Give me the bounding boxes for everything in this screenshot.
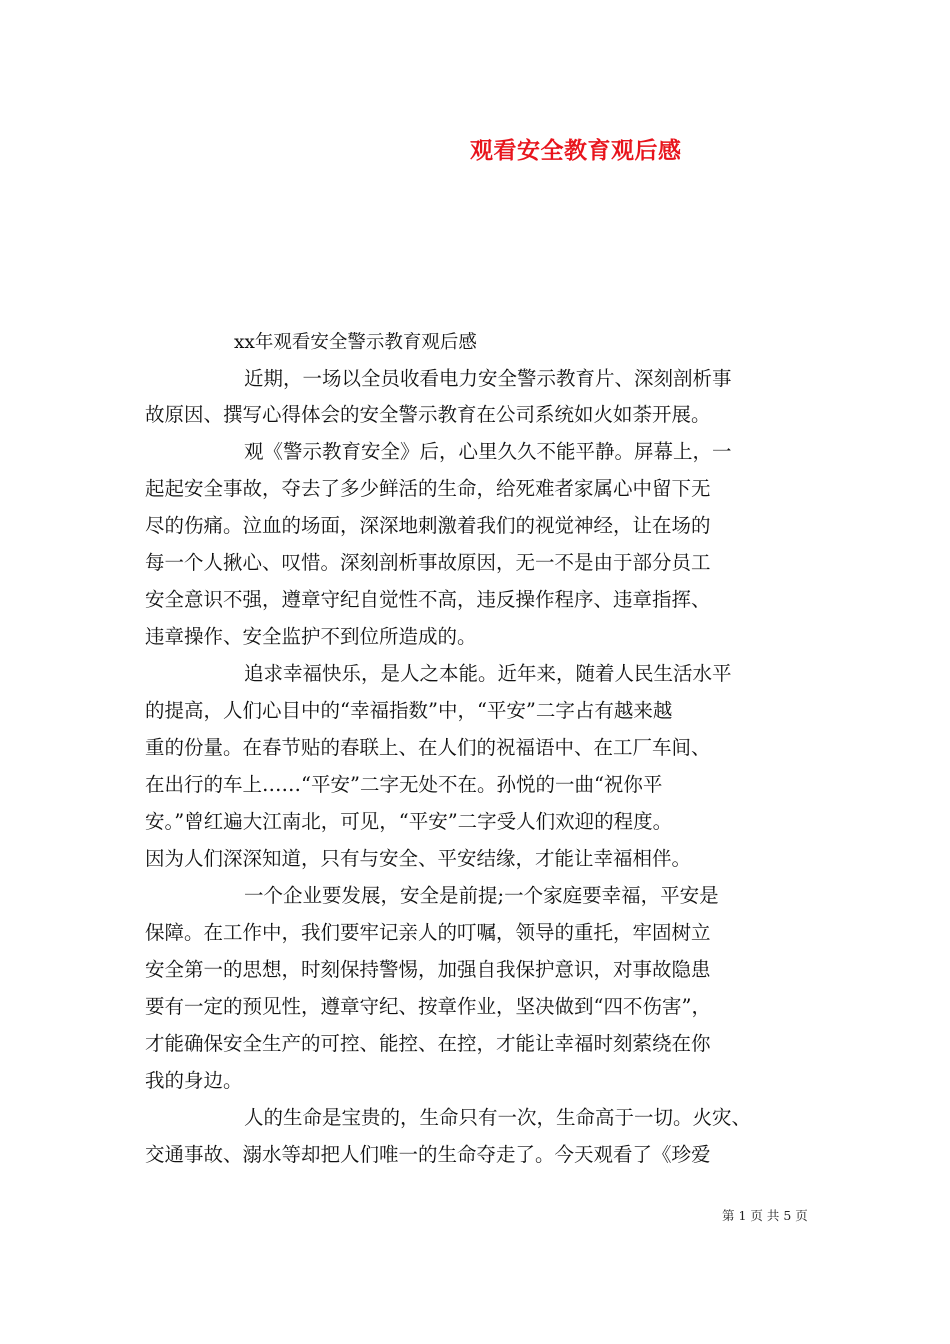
paragraph-line: 一个企业要发展，安全是前提;一个家庭要幸福，平安是: [244, 884, 719, 907]
paragraph-line: 重的份量。在春节贴的春联上、在人们的祝福语中、在工厂车间、: [145, 736, 711, 759]
paragraph-line: 安。”曾红遍大江南北，可见，“平安”二字受人们欢迎的程度。: [145, 810, 673, 833]
paragraph-line: 人的生命是宝贵的，生命只有一次，生命高于一切。火灾、: [244, 1106, 752, 1129]
paragraph-line: 违章操作、安全监护不到位所造成的。: [145, 625, 477, 648]
paragraph-line: 尽的伤痛。泣血的场面，深深地刺激着我们的视觉神经，让在场的: [145, 514, 711, 537]
paragraph-line: 才能确保安全生产的可控、能控、在控，才能让幸福时刻萦绕在你: [145, 1032, 711, 1055]
paragraph-line: 的提高，人们心目中的“幸福指数”中，“平安”二字占有越来越: [145, 699, 673, 722]
paragraph-line: 在出行的车上……“平安”二字无处不在。孙悦的一曲“祝你平: [145, 773, 663, 796]
paragraph-line: 起起安全事故，夺去了多少鲜活的生命，给死难者家属心中留下无: [145, 477, 711, 500]
paragraph-line: 要有一定的预见性，遵章守纪、按章作业，坚决做到“四不伤害”，: [145, 995, 711, 1018]
paragraph-line: 安全意识不强，遵章守纪自觉性不高，违反操作程序、违章指挥、: [145, 588, 711, 611]
document-subtitle: xx年观看安全警示教育观后感: [234, 332, 477, 353]
paragraph-line: 观《警示教育安全》后，心里久久不能平静。屏幕上，一: [244, 440, 732, 463]
paragraph-line: 我的身边。: [145, 1069, 243, 1092]
paragraph-line: 因为人们深深知道，只有与安全、平安结缘，才能让幸福相伴。: [145, 847, 692, 870]
paragraph-line: 每一个人揪心、叹惜。深刻剖析事故原因，无一不是由于部分员工: [145, 551, 711, 574]
page-number: 第 1 页 共 5 页: [722, 1208, 808, 1223]
paragraph-line: 安全第一的思想，时刻保持警惕，加强自我保护意识，对事故隐患: [145, 958, 711, 981]
paragraph-line: 追求幸福快乐，是人之本能。近年来，随着人民生活水平: [244, 662, 732, 685]
paragraph-line: 交通事故、溺水等却把人们唯一的生命夺走了。今天观看了《珍爱: [145, 1143, 711, 1166]
paragraph-line: 近期，一场以全员收看电力安全警示教育片、深刻剖析事: [244, 367, 732, 390]
paragraph-line: 故原因、撰写心得体会的安全警示教育在公司系统如火如荼开展。: [145, 403, 711, 426]
paragraph-line: 保障。在工作中，我们要牢记亲人的叮嘱，领导的重托，牢固树立: [145, 921, 711, 944]
document-title: 观看安全教育观后感: [470, 137, 682, 164]
